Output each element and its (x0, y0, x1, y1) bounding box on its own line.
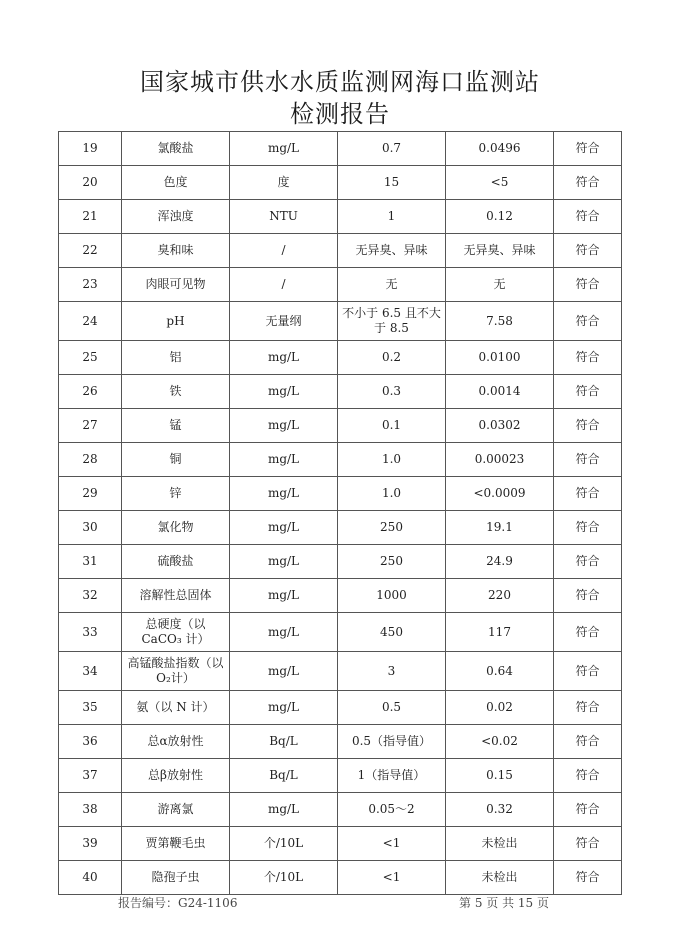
cell-conclusion: 符合 (554, 443, 622, 477)
cell-limit: <1 (338, 827, 446, 861)
cell-limit: 1.0 (338, 443, 446, 477)
cell-result: <0.02 (446, 725, 554, 759)
cell-result: 220 (446, 579, 554, 613)
cell-item: 锰 (122, 409, 230, 443)
cell-conclusion: 符合 (554, 613, 622, 652)
cell-conclusion: 符合 (554, 652, 622, 691)
table-row (59, 341, 622, 375)
cell-limit: 250 (338, 511, 446, 545)
table-row (59, 861, 622, 895)
cell-unit: mg/L (230, 579, 338, 613)
cell-limit: 0.1 (338, 409, 446, 443)
cell-item: 氯酸盐 (122, 132, 230, 166)
cell-result: 0.0302 (446, 409, 554, 443)
cell-item: 氯化物 (122, 511, 230, 545)
cell-result: 无异臭、异味 (446, 234, 554, 268)
cell-conclusion: 符合 (554, 477, 622, 511)
cell-result: 无 (446, 268, 554, 302)
cell-unit: 无量纲 (230, 302, 338, 341)
cell-result: 24.9 (446, 545, 554, 579)
cell-limit: 1（指导值） (338, 759, 446, 793)
table-row (59, 579, 622, 613)
cell-item: 隐孢子虫 (122, 861, 230, 895)
table-row (59, 166, 622, 200)
cell-conclusion: 符合 (554, 268, 622, 302)
cell-result: 0.0100 (446, 341, 554, 375)
cell-unit: mg/L (230, 691, 338, 725)
cell-unit: mg/L (230, 477, 338, 511)
cell-result: 0.0014 (446, 375, 554, 409)
cell-no: 36 (59, 725, 122, 759)
cell-conclusion: 符合 (554, 375, 622, 409)
cell-item: 总硬度（以 CaCO₃ 计） (122, 613, 230, 652)
cell-no: 37 (59, 759, 122, 793)
page-number: 第 5 页 共 15 页 (459, 896, 549, 910)
cell-item: 锌 (122, 477, 230, 511)
cell-item: 氨（以 N 计） (122, 691, 230, 725)
cell-no: 33 (59, 613, 122, 652)
report-number: 报告编号：G24-1106 (118, 896, 238, 910)
cell-conclusion: 符合 (554, 132, 622, 166)
table-row (59, 302, 622, 341)
cell-unit: mg/L (230, 613, 338, 652)
cell-limit: 3 (338, 652, 446, 691)
table-row (59, 409, 622, 443)
cell-conclusion: 符合 (554, 234, 622, 268)
cell-limit: 0.5 (338, 691, 446, 725)
cell-unit: mg/L (230, 443, 338, 477)
cell-limit: <1 (338, 861, 446, 895)
cell-conclusion: 符合 (554, 861, 622, 895)
cell-conclusion: 符合 (554, 545, 622, 579)
cell-unit: 度 (230, 166, 338, 200)
cell-limit: 0.5（指导值） (338, 725, 446, 759)
cell-no: 35 (59, 691, 122, 725)
cell-no: 27 (59, 409, 122, 443)
cell-conclusion: 符合 (554, 725, 622, 759)
cell-result: 未检出 (446, 861, 554, 895)
cell-conclusion: 符合 (554, 579, 622, 613)
cell-conclusion: 符合 (554, 827, 622, 861)
cell-result: 0.0496 (446, 132, 554, 166)
cell-no: 34 (59, 652, 122, 691)
cell-limit: 250 (338, 545, 446, 579)
cell-no: 40 (59, 861, 122, 895)
cell-conclusion: 符合 (554, 200, 622, 234)
cell-item: 铜 (122, 443, 230, 477)
cell-item: 总α放射性 (122, 725, 230, 759)
cell-limit: 无 (338, 268, 446, 302)
table-row (59, 759, 622, 793)
results-table-body (59, 132, 622, 895)
cell-unit: mg/L (230, 511, 338, 545)
cell-item: 铁 (122, 375, 230, 409)
cell-conclusion: 符合 (554, 166, 622, 200)
cell-unit: 个/10L (230, 861, 338, 895)
cell-limit: 0.2 (338, 341, 446, 375)
report-subtitle: 检测报告 (290, 100, 390, 128)
cell-limit: 1 (338, 200, 446, 234)
cell-unit: mg/L (230, 545, 338, 579)
cell-no: 29 (59, 477, 122, 511)
cell-limit: 0.3 (338, 375, 446, 409)
cell-result: 0.64 (446, 652, 554, 691)
cell-unit: / (230, 234, 338, 268)
cell-no: 19 (59, 132, 122, 166)
table-row (59, 511, 622, 545)
cell-no: 21 (59, 200, 122, 234)
table-row (59, 477, 622, 511)
cell-no: 23 (59, 268, 122, 302)
cell-item: 总β放射性 (122, 759, 230, 793)
cell-no: 31 (59, 545, 122, 579)
table-row (59, 234, 622, 268)
cell-conclusion: 符合 (554, 302, 622, 341)
table-row (59, 652, 622, 691)
cell-unit: mg/L (230, 341, 338, 375)
cell-limit: 450 (338, 613, 446, 652)
cell-unit: mg/L (230, 793, 338, 827)
cell-result: 0.15 (446, 759, 554, 793)
cell-conclusion: 符合 (554, 511, 622, 545)
cell-result: 19.1 (446, 511, 554, 545)
cell-conclusion: 符合 (554, 341, 622, 375)
cell-unit: 个/10L (230, 827, 338, 861)
cell-no: 38 (59, 793, 122, 827)
cell-limit: 无异臭、异味 (338, 234, 446, 268)
cell-item: 游离氯 (122, 793, 230, 827)
cell-limit: 15 (338, 166, 446, 200)
cell-result: 0.32 (446, 793, 554, 827)
cell-no: 25 (59, 341, 122, 375)
cell-item: 硫酸盐 (122, 545, 230, 579)
cell-no: 30 (59, 511, 122, 545)
cell-item: 铝 (122, 341, 230, 375)
table-row (59, 827, 622, 861)
cell-unit: / (230, 268, 338, 302)
cell-no: 28 (59, 443, 122, 477)
cell-limit: 1.0 (338, 477, 446, 511)
cell-unit: mg/L (230, 132, 338, 166)
table-row (59, 200, 622, 234)
cell-item: pH (122, 302, 230, 341)
cell-item: 贾第鞭毛虫 (122, 827, 230, 861)
table-row (59, 375, 622, 409)
cell-result: 7.58 (446, 302, 554, 341)
cell-item: 臭和味 (122, 234, 230, 268)
cell-no: 20 (59, 166, 122, 200)
cell-no: 32 (59, 579, 122, 613)
cell-conclusion: 符合 (554, 691, 622, 725)
cell-result: <5 (446, 166, 554, 200)
cell-limit: 0.05～2 (338, 793, 446, 827)
report-title: 国家城市供水水质监测网海口监测站 (140, 68, 540, 96)
cell-limit: 不小于 6.5 且不大于 8.5 (338, 302, 446, 341)
cell-conclusion: 符合 (554, 409, 622, 443)
cell-no: 39 (59, 827, 122, 861)
cell-item: 溶解性总固体 (122, 579, 230, 613)
results-table (58, 131, 622, 895)
cell-unit: Bq/L (230, 759, 338, 793)
table-row (59, 725, 622, 759)
cell-result: 0.02 (446, 691, 554, 725)
cell-limit: 1000 (338, 579, 446, 613)
cell-conclusion: 符合 (554, 759, 622, 793)
cell-no: 26 (59, 375, 122, 409)
cell-no: 24 (59, 302, 122, 341)
cell-unit: mg/L (230, 652, 338, 691)
cell-result: 0.00023 (446, 443, 554, 477)
cell-unit: mg/L (230, 409, 338, 443)
cell-item: 浑浊度 (122, 200, 230, 234)
cell-item: 肉眼可见物 (122, 268, 230, 302)
cell-unit: NTU (230, 200, 338, 234)
table-row (59, 443, 622, 477)
table-row (59, 132, 622, 166)
table-row (59, 545, 622, 579)
table-row (59, 613, 622, 652)
cell-result: 未检出 (446, 827, 554, 861)
cell-item: 高锰酸盐指数（以 O₂计） (122, 652, 230, 691)
cell-unit: Bq/L (230, 725, 338, 759)
cell-conclusion: 符合 (554, 793, 622, 827)
table-row (59, 691, 622, 725)
cell-limit: 0.7 (338, 132, 446, 166)
cell-result: <0.0009 (446, 477, 554, 511)
cell-result: 117 (446, 613, 554, 652)
cell-no: 22 (59, 234, 122, 268)
cell-item: 色度 (122, 166, 230, 200)
table-row (59, 268, 622, 302)
cell-result: 0.12 (446, 200, 554, 234)
cell-unit: mg/L (230, 375, 338, 409)
table-row (59, 793, 622, 827)
